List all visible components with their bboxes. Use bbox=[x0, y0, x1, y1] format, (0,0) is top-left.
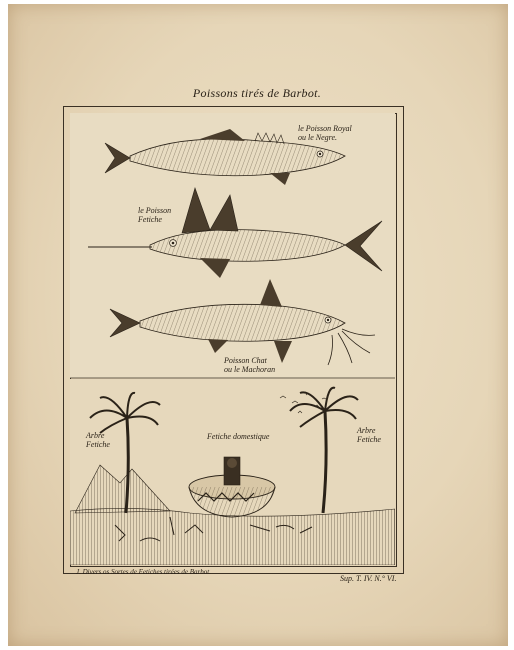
label-royal-fish: le Poisson Royal ou le Negre. bbox=[298, 124, 352, 142]
plate-reference: Sup. T. IV. N.° VI. bbox=[340, 574, 397, 583]
label-fetish-fish: le Poisson Fetiche bbox=[138, 206, 172, 224]
plate-title: Poissons tirés de Barbot. bbox=[192, 86, 322, 100]
label-cat-fish: Poisson Chat ou le Machoran bbox=[224, 356, 276, 374]
ground bbox=[70, 508, 395, 565]
label-tree-right: Arbre Fetiche bbox=[357, 426, 381, 444]
label-tree-left: Arbre Fetiche bbox=[86, 431, 110, 449]
label-domestic-fetish: Fetiche domestique bbox=[207, 432, 270, 441]
engraving-illustration bbox=[70, 113, 395, 565]
plate-caption: J. Divers os Sortes de Fetiches tirées de Barbot. bbox=[76, 568, 211, 576]
